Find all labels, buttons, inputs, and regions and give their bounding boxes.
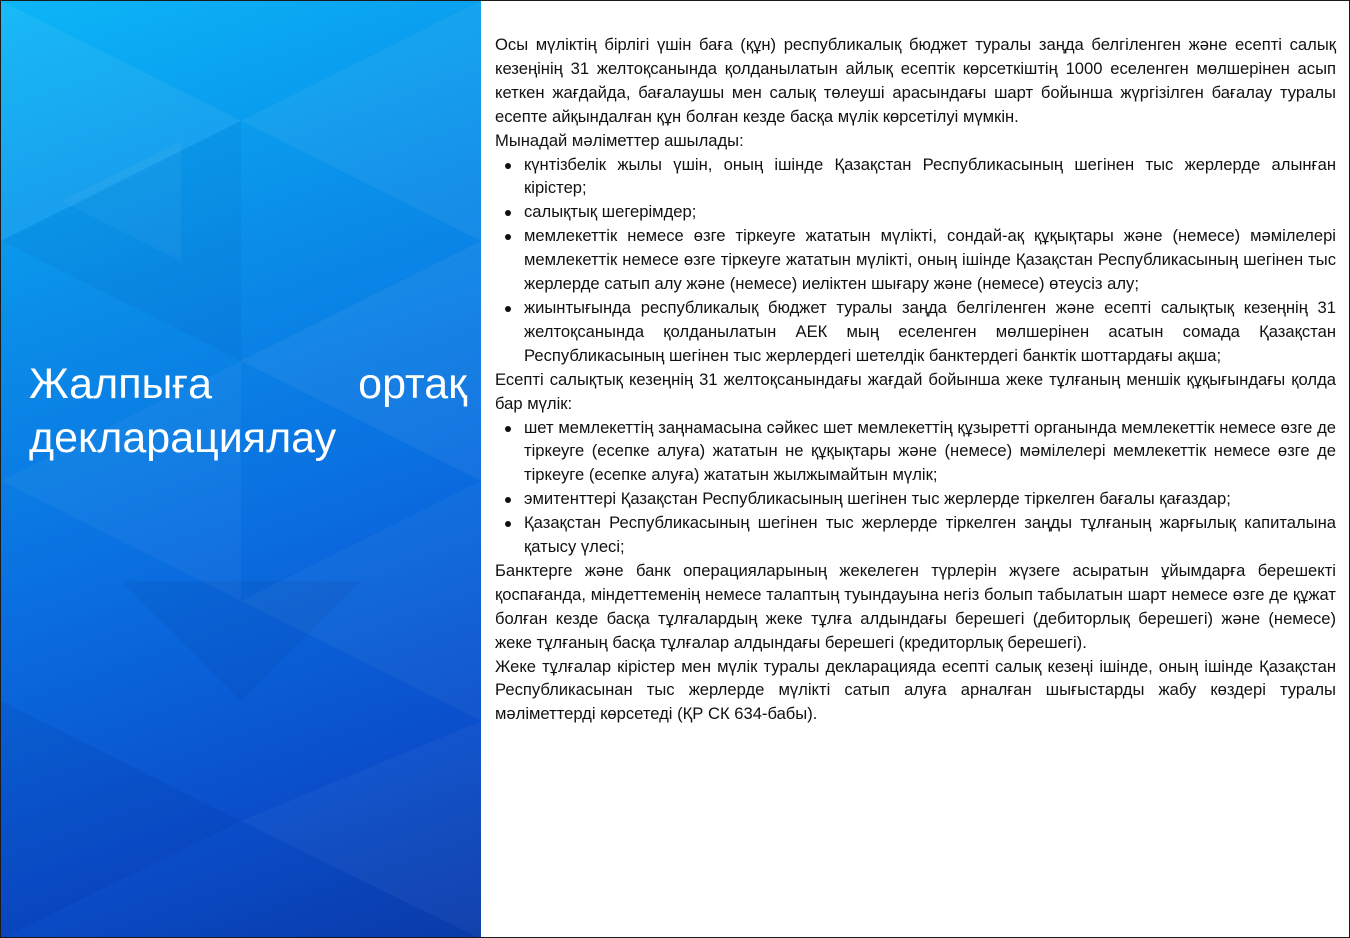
- triangle-pattern-background: [1, 1, 481, 938]
- closing-paragraph: Жеке тұлғалар кірістер мен мүлік туралы декларацияда есепті салық кезеңі ішінде, оның ішінде Қазақстан Республикасынан тыс жерлерде мүлікті сатып алуға арналған шығыстарды жабу көздері туралы мәліметтерді көрсетеді (ҚР СК 634-бабы).: [495, 656, 1336, 724]
- list-item: шет мемлекеттің заңнамасына сәйкес шет мемлекеттің құзыретті органында мемлекеттік немесе өзге де тіркеуге (есепке алуға) жататын не құқықтары және (немесе) мәмілелері мемлекеттік немесе өзге де тіркеуге (есепке алуға) жататын жылжымайтын мүлік;: [524, 416, 1336, 488]
- debts-paragraph: Банктерге және банк операцияларының жекелеген түрлерін жүзеге асыратын ұйымдарға берешекті қоспағанда, міндеттеменің немесе талаптың туындауына негіз болып табылатын шарт немесе өзге де құжат болған кезде басқа тұлғалардың жеке тұлға алдындағы берешегі (дебиторлық берешегі) және (немесе) жеке тұлғаның басқа тұлғалар алдындағы берешегі (кредиторлық берешегі).: [495, 560, 1336, 652]
- slide-title: Жалпыға ортақ декларациялау: [29, 360, 467, 462]
- property-list: [495, 416, 1336, 559]
- disclosed-heading: Мынадай мәліметтер ашылады:: [495, 130, 744, 150]
- list-item: салықтық шегерімдер;: [524, 200, 1336, 224]
- list-item: эмитенттері Қазақстан Республикасының шегінен тыс жерлерде тіркелген бағалы қағаздар;: [524, 487, 1336, 511]
- content-body: [495, 33, 1336, 726]
- list-item: жиынтығында республикалық бюджет туралы заңда белгіленген және есепті салықтық кезеңнің 31 желтоқсанында қолданылатын АЕК мың еселенген мөлшерінен асатын сомада Қазақстан Республикасының шегінен тыс жерлердегі шетелдік банктердегі банктік шоттардағы ақша;: [524, 296, 1336, 368]
- list-item: Қазақстан Республикасының шегінен тыс жерлерде тіркелген заңды тұлғаның жарғылық капиталына қатысу үлесі;: [524, 511, 1336, 559]
- intro-paragraph: Осы мүліктің бірлігі үшін баға (құн) республикалық бюджет туралы заңда белгіленген және есепті салық кезеңінің 31 желтоқсанында қолданылатын айлық есептік көрсеткіштің 1000 еселенген мөлшерінен асып кеткен жағдайда, бағалаушы мен салық төлеуші арасындағы шарт бойынша жүргізілген бағалау туралы есепте айқындалған құн болған кезде басқа мүлік көрсетілуі мүмкін.: [495, 35, 1336, 126]
- property-heading: Есепті салықтық кезеңнің 31 желтоқсанындағы жағдай бойынша жеке тұлғаның меншік құқығындағы қолда бар мүлік:: [495, 369, 1336, 413]
- title-panel: [1, 1, 481, 938]
- disclosed-list: [495, 153, 1336, 368]
- list-item: мемлекеттік немесе өзге тіркеуге жататын мүлікті, сондай-ақ құқықтары және (немесе) мәмілелері мемлекеттік немесе өзге тіркеуге жататын мүлікті, оның ішінде Қазақстан Республикасының шегінен тыс жерлерде сатып алу және (немесе) иеліктен шығару және (немесе) өтеусіз алу;: [524, 224, 1336, 296]
- list-item: күнтізбелік жылы үшін, оның ішінде Қазақстан Республикасының шегінен тыс жерлерде алынған кірістер;: [524, 153, 1336, 201]
